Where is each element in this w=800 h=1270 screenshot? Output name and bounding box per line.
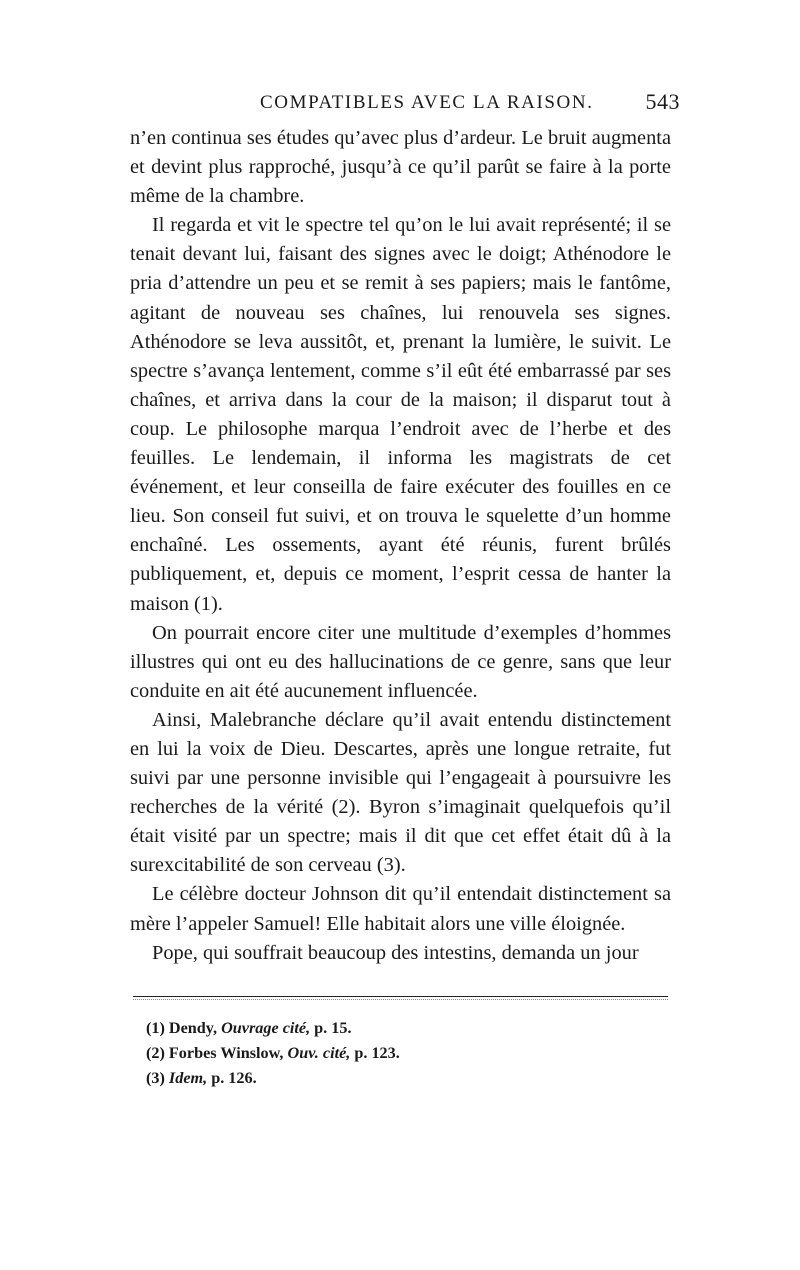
footnote-marker: (3): [146, 1069, 165, 1087]
footnote-author: Forbes Winslow,: [168, 1044, 284, 1062]
footnote-author: Dendy,: [168, 1019, 218, 1037]
footnote-ref: p. 123.: [354, 1044, 400, 1062]
footnote-ref: p. 126.: [211, 1069, 257, 1087]
paragraph: On pourrait encore citer une multitude d’exemples d’hommes illustres qui ont eu des hallucinations de ce genre, sans que leur conduite en ait été aucunement influencée.: [130, 621, 671, 702]
paragraph: Le célèbre docteur Johnson dit qu’il entendait distinctement sa mère l’appeler Samuel! Elle habitait alors une ville éloignée.: [130, 883, 671, 935]
running-title: COMPATIBLES AVEC LA RAISON.: [260, 92, 594, 113]
running-head: [130, 89, 680, 116]
paragraph: Il regarda et vit le spectre tel qu’on le lui avait représenté; il se tenait devant lui, faisant des signes avec le doigt; Athénodore le pria d’attendre un peu et se remit à ses papiers; mais le fantôme, agitant de nouveau ses chaînes, lui renouvela ses signes. Athénodore se leva aussitôt, et, prenant la lumière, le suivit. Le spectre s’avança lentement, comme s’il eût été embarrassé par ses chaînes, et arriva dans la cour de la maison; il disparut tout à coup. Le philosophe marqua l’endroit avec de l’herbe et des feuilles. Le lendemain, il informa les magistrats de cet événement, et leur conseilla de faire exécuter des fouilles en ce lieu. Son conseil fut suivi, et on trouva le squelette d’un homme enchaîné. Les ossements, ayant été réunis, furent brûlés publiquement, et, depuis ce moment, l’esprit cessa de hanter la maison (1).: [130, 214, 671, 615]
footnote: [146, 1066, 666, 1091]
footnote-separator: [133, 996, 668, 997]
footnote: [146, 1016, 666, 1041]
footnote-marker: (1): [146, 1019, 165, 1037]
footnotes: [146, 1016, 666, 1091]
paragraph: Pope, qui souffrait beaucoup des intestins, demanda un jour: [152, 941, 639, 964]
footnote: [146, 1041, 666, 1066]
footnote-marker: (2): [146, 1044, 165, 1062]
paragraph: Ainsi, Malebranche déclare qu’il avait entendu distinctement en lui la voix de Dieu. Descartes, après une longue retraite, fut suivi par une personne invisible qui l’engageait à poursuivre les recherches de la vérité (2). Byron s’imaginait quelquefois qu’il était visité par un spectre; mais il dit que cet effet était dû à la surexcitabilité de son cerveau (3).: [130, 708, 671, 877]
footnote-ref: p. 15.: [314, 1019, 352, 1037]
footnote-work: Ouvrage cité,: [221, 1019, 311, 1037]
footnote-work: Ouv. cité,: [287, 1044, 351, 1062]
footnote-work: Idem,: [168, 1069, 208, 1087]
body-text: [130, 124, 671, 968]
page-number: 543: [645, 89, 680, 114]
paragraph: n’en continua ses études qu’avec plus d’ardeur. Le bruit augmenta et devint plus rapproché, jusqu’à ce qu’il parût se faire à la porte même de la chambre.: [130, 127, 671, 208]
